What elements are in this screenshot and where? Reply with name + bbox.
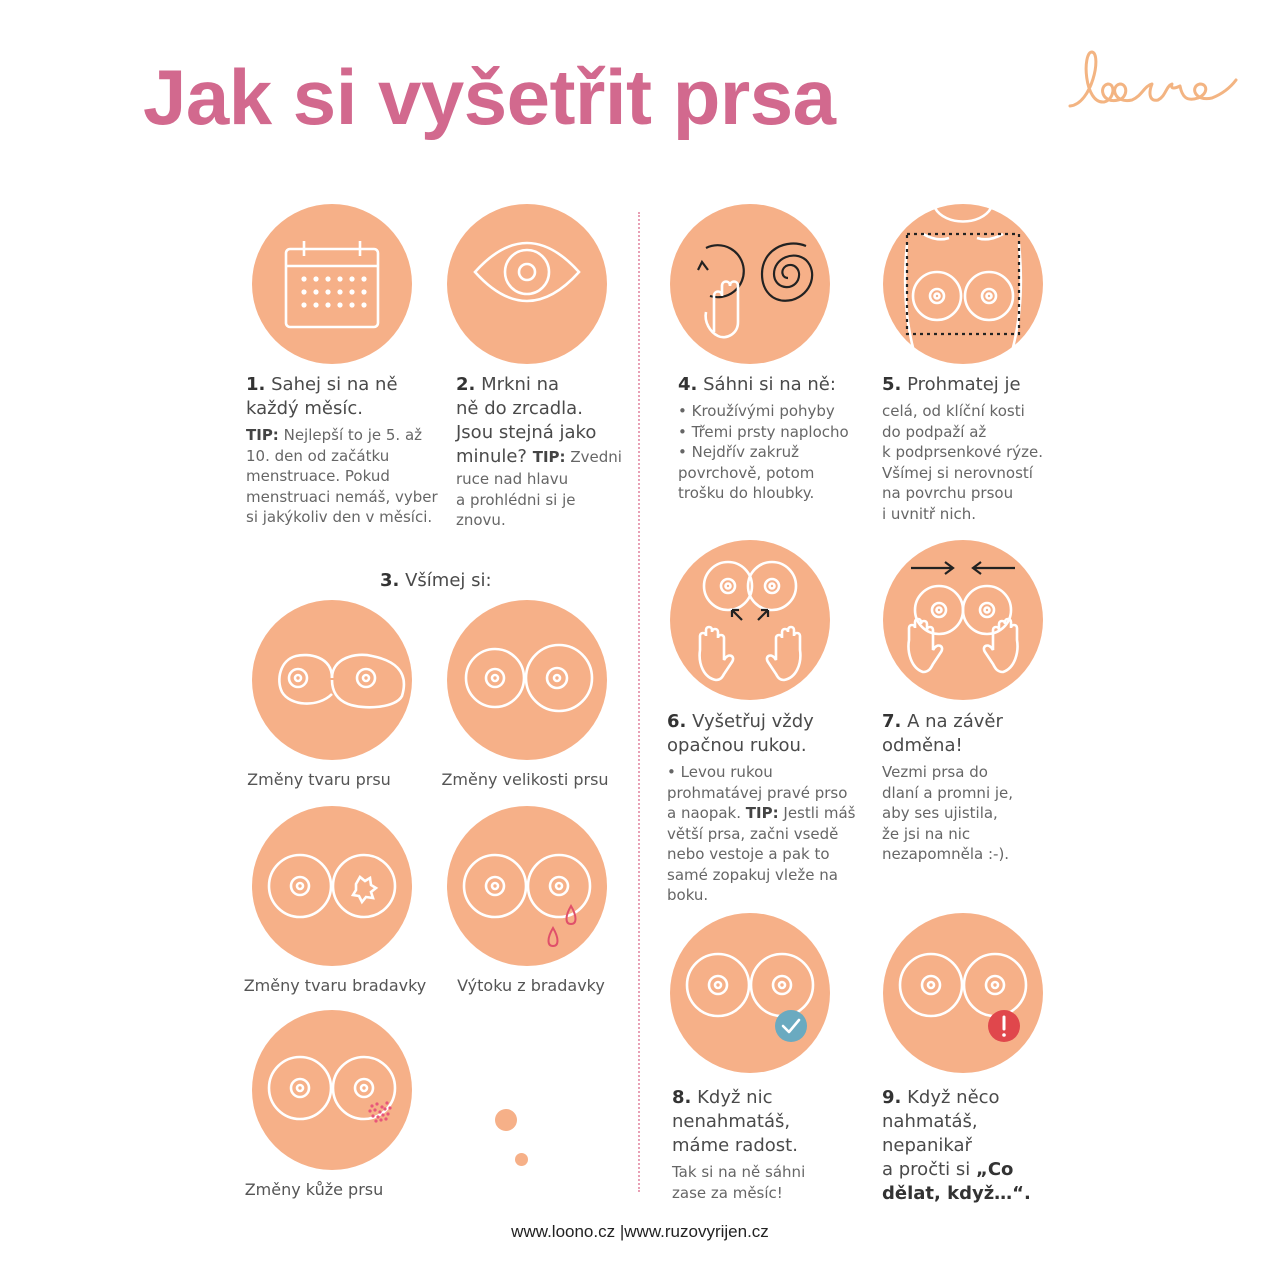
- footer: [0, 1222, 1280, 1242]
- breast-size-change-illustration: [447, 600, 607, 760]
- arrow-icon: [758, 610, 768, 620]
- left-hand-icon: [700, 627, 733, 680]
- footer-link-loono[interactable]: www.loono.cz: [511, 1222, 616, 1241]
- step-3-heading: 3. Všímej si:: [380, 570, 492, 591]
- examination-area-frame: [907, 234, 1019, 334]
- looro-logo: [1062, 44, 1242, 124]
- check-icon: [775, 1010, 807, 1042]
- column-divider: [638, 212, 640, 1192]
- step-8-text: 8. Když nic nenahmatáš, máme radost. Tak si na ně sáhni zase za měsíc!: [672, 1087, 806, 1202]
- breast-press-illustration: [883, 540, 1043, 700]
- right-hand-icon: [767, 627, 800, 680]
- arrow-left-icon: [973, 562, 1015, 574]
- torso-area-illustration: [883, 204, 1043, 364]
- right-hand-icon: [984, 619, 1018, 672]
- breast-shape-change-illustration: [252, 600, 412, 760]
- caption-shape-change: Změny tvaru prsu: [247, 770, 391, 789]
- caption-size-change: Změny velikosti prsu: [441, 770, 609, 789]
- step-4-text: 4. Sáhni si na ně: • Kroužívými pohyby • Třemi prsty naplocho • Nejdřív zakruž povrchově, potom trošku do hloubky.: [678, 374, 849, 502]
- opposite-hand-illustration: [670, 540, 830, 700]
- nipple-shape-change-illustration: [252, 806, 412, 966]
- finding-alert-illustration: [883, 913, 1043, 1073]
- decorative-dot: [495, 1109, 517, 1131]
- caption-nipple-discharge: Výtoku z bradavky: [457, 976, 605, 995]
- left-hand-icon: [909, 619, 943, 672]
- calendar-days: [301, 276, 366, 307]
- eye-icon: [447, 204, 607, 364]
- step-7-text: 7. A na závěr odměna! Vezmi prsa do dlaní a promni je, aby ses ujistila, že jsi na nic nezapomněla :-).: [882, 711, 1014, 863]
- calendar-illustration: [252, 204, 412, 364]
- skin-rash-icon: [368, 1101, 391, 1122]
- spiral-icon: [762, 244, 812, 301]
- calendar-icon: [252, 204, 412, 364]
- circular-motion-illustration: [670, 204, 830, 364]
- footer-separator: |: [619, 1222, 625, 1241]
- caption-skin-change: Změny kůže prsu: [244, 1180, 384, 1199]
- all-clear-illustration: [670, 913, 830, 1073]
- step-2-text: 2. Mrkni na ně do zrcadla. Jsou stejná jako minule? TIP: Zvedni ruce nad hlavu a prohlédni si je znovu.: [456, 374, 622, 529]
- eye-illustration: [447, 204, 607, 364]
- hand-icon: [706, 282, 738, 338]
- step-6-text: 6. Vyšetřuj vždy opačnou rukou. • Levou rukou prohmatávej pravé prso a naopak. TIP: Jestli máš větší prsa, začni vsedě nebo vestoje a pak to samé zopakuj vleže na boku.: [667, 711, 856, 904]
- caption-nipple-shape-change: Změny tvaru bradavky: [243, 976, 427, 995]
- page-title: Jak si vyšetřit prsa: [143, 53, 836, 141]
- decorative-dot: [515, 1153, 528, 1166]
- footer-link-ruzovyrijen[interactable]: www.ruzovyrijen.cz: [624, 1222, 769, 1241]
- step-9-text: 9. Když něco nahmatáš, nepanikař a pročti si „Co dělat, když…“.: [882, 1087, 1031, 1204]
- arrow-icon: [732, 610, 742, 620]
- nipple-discharge-illustration: [447, 806, 607, 966]
- step-1-text: 1. Sahej si na ně každý měsíc. TIP: Nejlepší to je 5. až 10. den od začátku menstruace. Pokud menstruaci nemáš, vyber si jakýkoliv den v měsíci.: [246, 374, 438, 526]
- skin-change-illustration: [252, 1010, 412, 1170]
- arrow-right-icon: [911, 562, 953, 574]
- step-5-text: 5. Prohmatej je celá, od klíční kosti do podpaží až k podprsenkové rýze. Všímej si nerovností na povrchu prsou i uvnitř nich.: [882, 374, 1044, 523]
- drop-icon: [549, 928, 558, 946]
